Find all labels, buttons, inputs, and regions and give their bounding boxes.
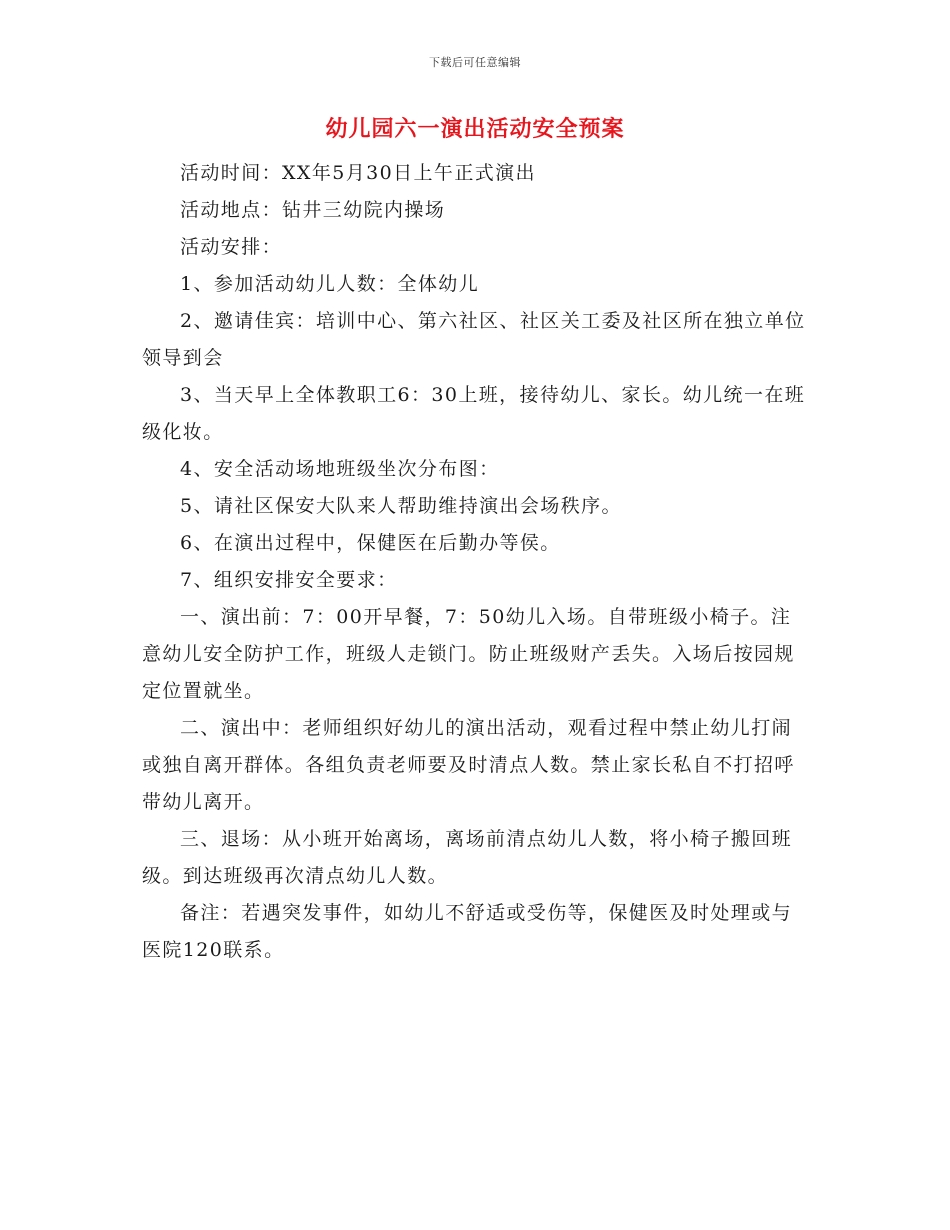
paragraph-item-4: 4、安全活动场地班级坐次分布图：	[180, 458, 500, 480]
document-body	[142, 155, 807, 969]
paragraph-item-2: 2、邀请佳宾：培训中心、第六社区、社区关工委及社区所在独立单位领导到会	[142, 310, 806, 369]
header-note: 下载后可任意编辑	[429, 56, 521, 69]
paragraph-exit: 三、退场：从小班开始离场，离场前清点幼儿人数，将小椅子搬回班级。到达班级再次清点幼儿人数。	[142, 828, 793, 887]
document-title: 幼儿园六一演出活动安全预案	[325, 116, 625, 142]
paragraph-activity-location: 活动地点：钻井三幼院内操场	[180, 199, 446, 221]
paragraph-item-6: 6、在演出过程中，保健医在后勤办等侯。	[180, 532, 561, 554]
paragraph-before-show: 一、演出前：7：00开早餐，7：50幼儿入场。自带班级小椅子。注意幼儿安全防护工作，班级人走锁门。防止班级财产丢失。入场后按园规定位置就坐。	[142, 606, 795, 702]
paragraph-item-7: 7、组织安排安全要求：	[180, 569, 398, 591]
paragraph-item-3: 3、当天早上全体教职工6：30上班，接待幼儿、家长。幼儿统一在班级化妆。	[142, 384, 806, 443]
paragraph-remark: 备注：若遇突发事件，如幼儿不舒适或受伤等，保健医及时处理或与医院120联系。	[142, 902, 793, 961]
paragraph-activity-time: 活动时间：XX年5月30日上午正式演出	[180, 162, 536, 184]
paragraph-activity-arrangement: 活动安排：	[180, 236, 283, 258]
paragraph-item-1: 1、参加活动幼儿人数：全体幼儿	[180, 273, 480, 295]
paragraph-during-show: 二、演出中：老师组织好幼儿的演出活动，观看过程中禁止幼儿打闹或独自离开群体。各组负责老师要及时清点人数。禁止家长私自不打招呼带幼儿离开。	[142, 717, 795, 813]
paragraph-item-5: 5、请社区保安大队来人帮助维持演出会场秩序。	[180, 495, 622, 517]
